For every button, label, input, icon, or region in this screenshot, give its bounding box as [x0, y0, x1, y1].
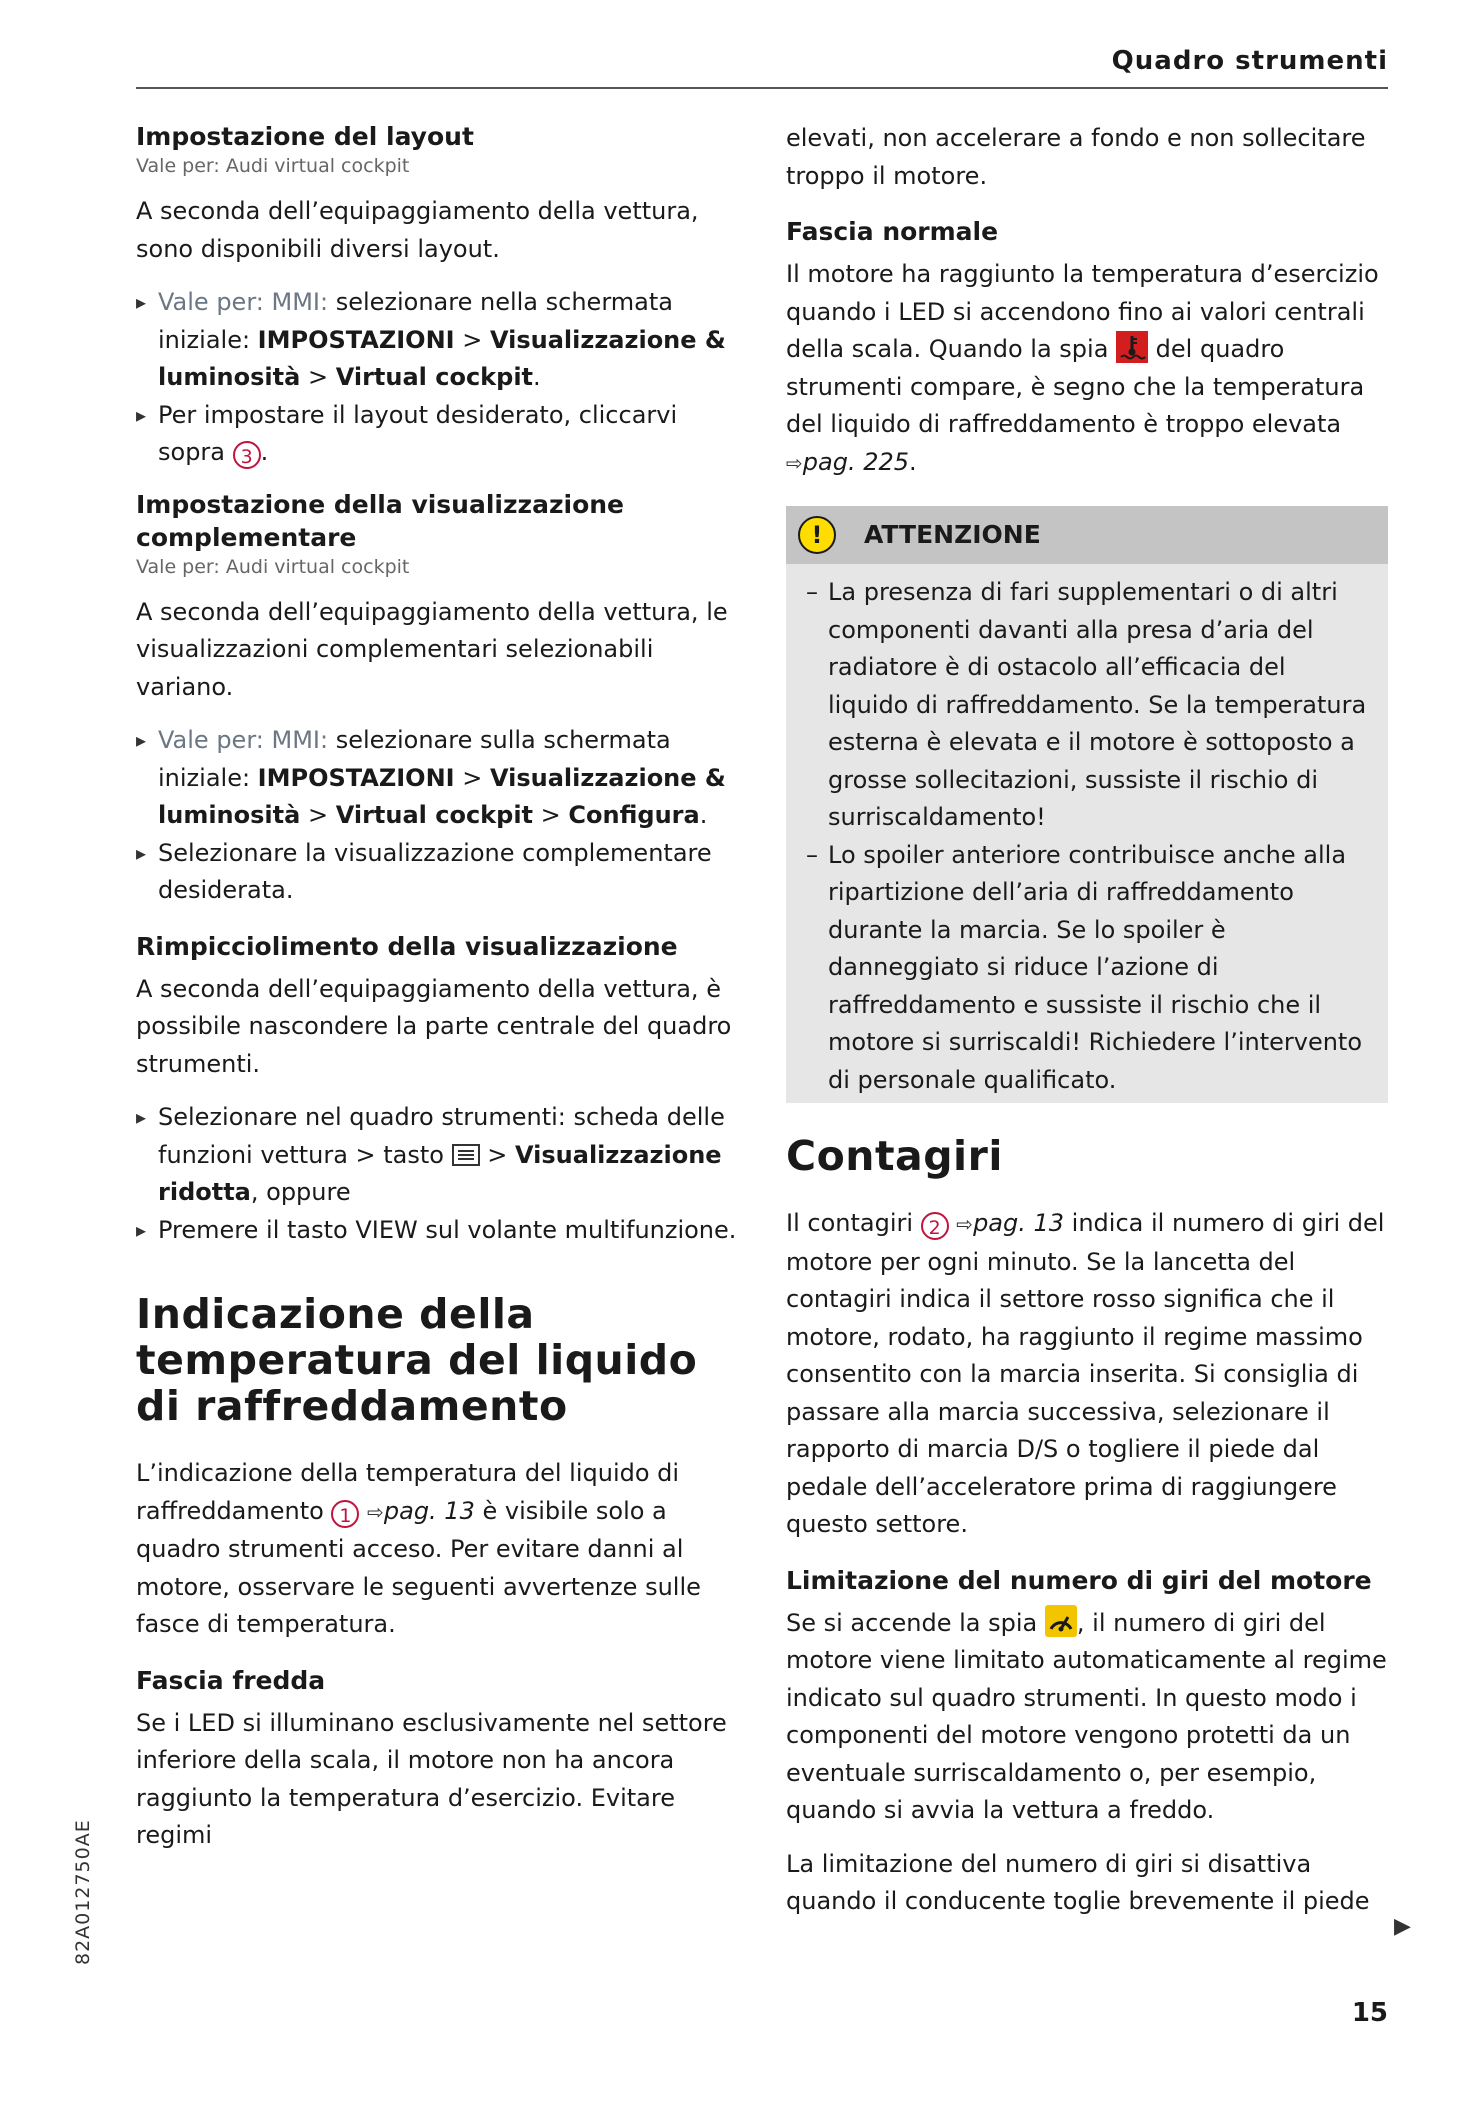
document-code: 82A012750AE — [72, 1819, 94, 1965]
left-column — [136, 120, 744, 1855]
step-item: ▸ Vale per: MMI: selezionare sulla schermata iniziale: IMPOSTAZIONI > Visualizzazione & luminosità > Virtual cockpit > Configura. — [136, 722, 744, 835]
page-ref-arrow-icon: ⇨ — [786, 450, 803, 475]
paragraph: Se i LED si illuminano esclusivamente nel settore inferiore della scala, il motore non ha ancora raggiunto la temperatura d’esercizio. Evitare regimi — [136, 1708, 727, 1849]
paragraph: Il contagiri 2 ⇨pag. 13 indica il numero di giri del motore per ogni minuto. Se la lancetta del contagiri indica il settore rosso significa che il motore, rodato, ha raggiunto il regime massimo consentito con la marcia inserita. Si consiglia di passare alla marcia successiva, selezionare il rapporto di marcia D/S o togliere il piede dal pedale dell’acceleratore prima di raggiungere questo settore. — [786, 1209, 1385, 1538]
heading-complementary: Impostazione della visualizzazione complementare — [136, 489, 625, 552]
page-reference[interactable]: pag. 13 — [383, 1496, 475, 1525]
step-item: ▸ Per impostare il layout desiderato, cliccarvi sopra 3 . — [136, 397, 744, 472]
callout-number: 2 — [921, 1212, 949, 1240]
heading-normal: Fascia normale — [786, 217, 999, 246]
step-list — [136, 722, 744, 910]
heading-layout: Impostazione del layout — [136, 122, 474, 151]
section-title-tachometer: Contagiri — [786, 1132, 1003, 1180]
page-ref-arrow-icon: ⇨ — [367, 1499, 384, 1524]
step-item: ▸ Vale per: MMI: selezionare nella schermata iniziale: IMPOSTAZIONI > Visualizzazione & luminosità > Virtual cockpit. — [136, 284, 744, 397]
heading-rpm-limit: Limitazione del numero di giri del motore — [786, 1565, 1372, 1595]
paragraph: Il motore ha raggiunto la temperatura d’esercizio quando i LED si accendono fino ai valori centrali della scala. Quando la spia del quadro strumenti compare, è segno che la temperatura del liquido di raffreddamento è troppo elevata ⇨pag. 225. — [786, 260, 1379, 476]
page-reference[interactable]: pag. 13 — [973, 1209, 1065, 1237]
right-column — [786, 120, 1388, 1921]
paragraph: L’indicazione della temperatura del liquido di raffreddamento 1 ⇨pag. 13 è visibile solo a quadro strumenti acceso. Per evitare danni al motore, osservare le seguenti avvertenze sulle fasce di temperatura. — [136, 1459, 701, 1638]
step-list — [136, 1099, 744, 1249]
section-header-title: Quadro strumenti — [1111, 46, 1388, 76]
warning-list — [786, 564, 1388, 1103]
step-item: ▸ Selezionare la visualizzazione complementare desiderata. — [136, 835, 744, 910]
step-item: ▸ Selezionare nel quadro strumenti: scheda delle funzioni vettura > tasto > Visualizzazione ridotta, oppure — [136, 1099, 744, 1212]
step-item: ▸ Premere il tasto VIEW sul volante multifunzione. — [136, 1212, 744, 1250]
rpm-limit-warning-icon — [1045, 1605, 1077, 1637]
section-title-coolant: Indicazione della temperatura del liquido di raffreddamento — [136, 1290, 698, 1430]
paragraph: A seconda dell’equipaggiamento della vettura, sono disponibili diversi layout. — [136, 197, 699, 263]
header-rule — [136, 87, 1388, 89]
paragraph: elevati, non accelerare a fondo e non sollecitare troppo il motore. — [786, 124, 1366, 190]
callout-number: 3 — [233, 441, 261, 469]
applies-note: Vale per: Audi virtual cockpit — [136, 555, 410, 578]
callout-number: 1 — [331, 1500, 359, 1528]
menu-key-icon — [452, 1144, 480, 1166]
page-ref-arrow-icon: ⇨ — [956, 1212, 974, 1236]
warning-item: – Lo spoiler anteriore contribuisce anche alla ripartizione dell’aria di raffreddamento durante la marcia. Se lo spoiler è danneggiato si riduce l’azione di raffreddamento e sussiste il rischio che il motore si surriscaldi! Richiedere l’intervento di personale qualificato. — [786, 837, 1370, 1100]
warning-header — [786, 506, 1388, 564]
paragraph: Se si accende la spia , il numero di giri del motore viene limitato automaticamente al regime indicato sul quadro strumenti. In questo modo i componenti del motore vengono protetti da un eventuale surriscaldamento o, per esempio, quando si avvia la vettura a freddo. — [786, 1605, 1388, 1830]
coolant-temperature-warning-icon — [1116, 331, 1148, 363]
warning-item: – La presenza di fari supplementari o di altri componenti davanti alla presa d’aria del radiatore è di ostacolo all’efficacia del liquido di raffreddamento. Se la temperatura esterna è elevata e il motore è sottoposto a grosse sollecitazioni, sussiste il rischio di surriscaldamento! — [786, 574, 1370, 837]
page-number: 15 — [1351, 1998, 1388, 2028]
paragraph: A seconda dell’equipaggiamento della vettura, è possibile nascondere la parte centrale del quadro strumenti. — [136, 974, 732, 1078]
exclamation-icon: ! — [798, 516, 836, 554]
paragraph: La limitazione del numero di giri si disattiva quando il conducente toglie brevemente il piede — [786, 1849, 1370, 1915]
warning-box — [786, 506, 1388, 1103]
applies-note: Vale per: Audi virtual cockpit — [136, 155, 410, 177]
heading-cold: Fascia fredda — [136, 1665, 326, 1695]
continue-arrow-icon: ▶ — [1394, 1914, 1411, 1939]
step-list — [136, 284, 744, 472]
page-reference[interactable]: pag. 225 — [802, 447, 910, 476]
paragraph: A seconda dell’equipaggiamento della vettura, le visualizzazioni complementari selezionabili variano. — [136, 597, 728, 701]
warning-title: ATTENZIONE — [864, 520, 1041, 549]
heading-reduce: Rimpicciolimento della visualizzazione — [136, 931, 678, 961]
